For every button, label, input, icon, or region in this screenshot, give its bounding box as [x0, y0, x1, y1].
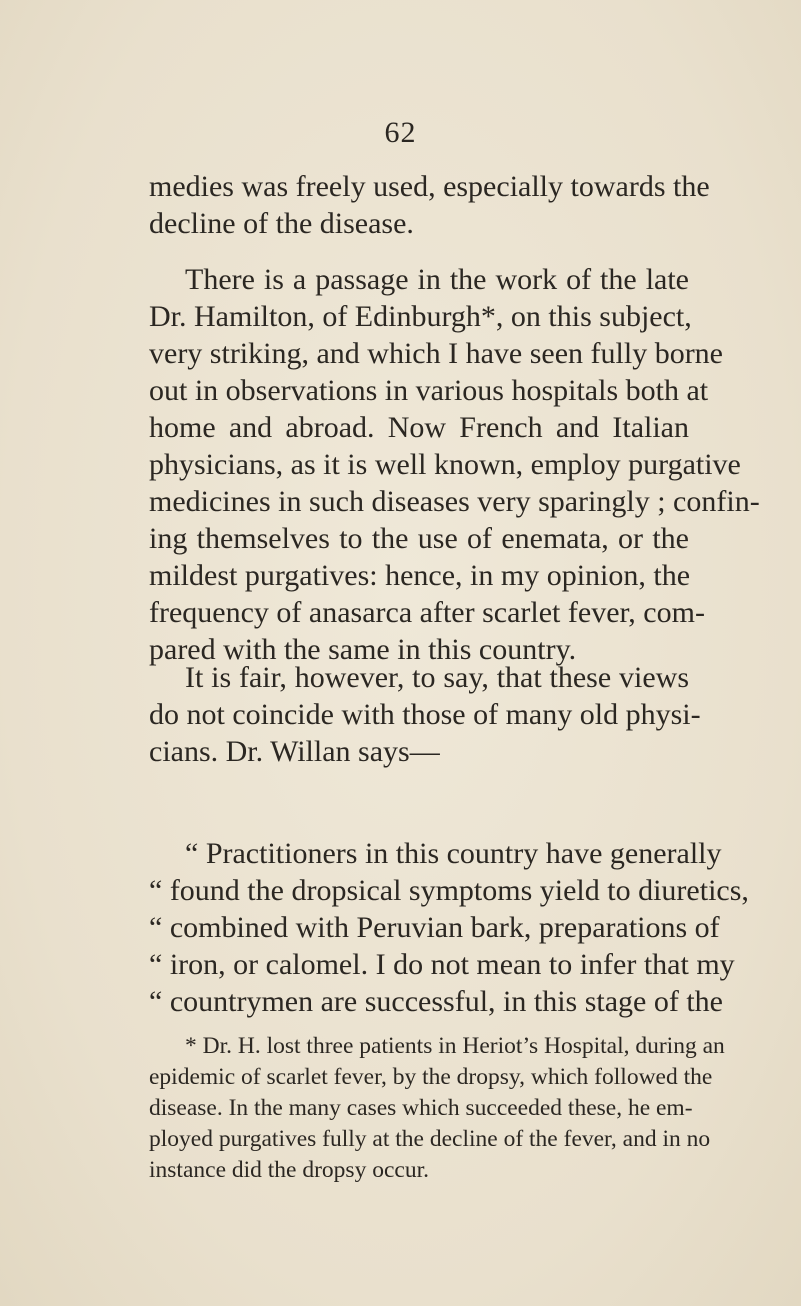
text-line: medies was freely used, especially towards the [149, 170, 710, 203]
paragraph-continuation [149, 168, 710, 242]
text-line: mildest purgatives: hence, in my opinion, the [149, 559, 691, 592]
text-line: “ iron, or calomel. I do not mean to infer that my [149, 948, 735, 981]
text-line: out in observations in various hospitals both at [149, 374, 709, 407]
footnote-line: ployed purgatives fully at the decline of the fever, and in no [149, 1126, 711, 1152]
footnote-line: epidemic of scarlet fever, by the dropsy, which followed the [149, 1064, 713, 1090]
text-line: There is a passage in the work of the late [185, 263, 689, 296]
paragraph-hamilton [149, 261, 760, 668]
text-line: “ combined with Peruvian bark, preparations of [149, 911, 720, 944]
paragraph-willan [149, 659, 701, 770]
text-line: do not coincide with those of many old physi- [149, 698, 701, 731]
text-line: medicines in such diseases very sparingly ; confin- [149, 485, 760, 518]
text-line: home and abroad. Now French and Italian [149, 411, 689, 444]
text-line: pared with the same in this country. [149, 633, 577, 666]
text-line: ing themselves to the use of enemata, or the [149, 522, 689, 555]
footnote-line: * Dr. H. lost three patients in Heriot’s Hospital, during an [185, 1033, 725, 1059]
text-line: cians. Dr. Willan says— [149, 735, 440, 768]
text-line: It is fair, however, to say, that these views [185, 661, 689, 694]
text-line: “ Practitioners in this country have generally [185, 837, 722, 870]
text-line: “ countrymen are successful, in this stage of the [149, 985, 723, 1018]
text-line: physicians, as it is well known, employ purgative [149, 448, 741, 481]
page-number: 62 [384, 116, 417, 149]
text-line: “ found the dropsical symptoms yield to diuretics, [149, 874, 749, 907]
text-line: frequency of anasarca after scarlet fever, com- [149, 596, 705, 629]
text-line: decline of the disease. [149, 207, 414, 240]
footnote-line: disease. In the many cases which succeeded these, he em- [149, 1095, 693, 1121]
text-line: Dr. Hamilton, of Edinburgh*, on this subject, [149, 300, 692, 333]
quotation-block [149, 835, 749, 1020]
text-line: very striking, and which I have seen fully borne [149, 337, 723, 370]
footnote-line: instance did the dropsy occur. [149, 1157, 429, 1183]
footnote [149, 1031, 725, 1186]
